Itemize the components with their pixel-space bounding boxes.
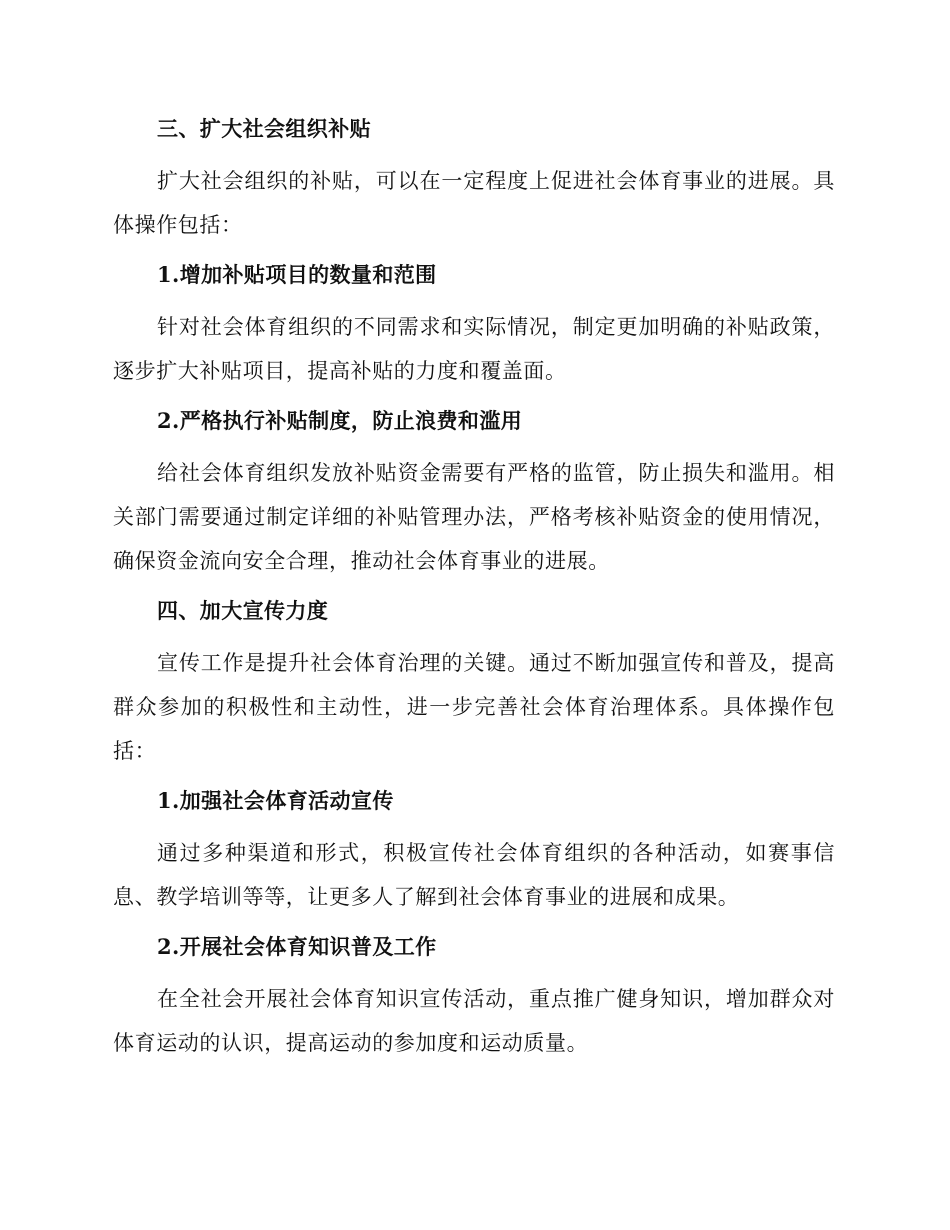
- subsection-heading: 1.增加补贴项目的数量和范围: [157, 262, 437, 287]
- body-paragraph: 宣传工作是提升社会体育治理的关键。通过不断加强宣传和普及，提高群众参加的积极性和主动性，进一步完善社会体育治理体系。具体操作包括：: [113, 651, 835, 763]
- subsection-heading: 2.严格执行补贴制度，防止浪费和滥用: [157, 408, 523, 433]
- body-paragraph: 扩大社会组织的补贴，可以在一定程度上促进社会体育事业的进展。具体操作包括：: [113, 169, 835, 237]
- subsection-heading: 1.加强社会体育活动宣传: [157, 788, 394, 813]
- body-paragraph: 在全社会开展社会体育知识宣传活动，重点推广健身知识，增加群众对体育运动的认识，提高运动的参加度和运动质量。: [113, 987, 835, 1055]
- body-paragraph: 通过多种渠道和形式，积极宣传社会体育组织的各种活动，如赛事信息、教学培训等等，让更多人了解到社会体育事业的进展和成果。: [113, 841, 835, 909]
- subsection-heading: 2.开展社会体育知识普及工作: [157, 934, 437, 959]
- body-paragraph: 给社会体育组织发放补贴资金需要有严格的监管，防止损失和滥用。相关部门需要通过制定详细的补贴管理办法，严格考核补贴资金的使用情况，确保资金流向安全合理，推动社会体育事业的进展。: [113, 461, 835, 573]
- document-body: [113, 110, 835, 1065]
- section-heading: 三、扩大社会组织补贴: [157, 116, 371, 141]
- body-paragraph: 针对社会体育组织的不同需求和实际情况，制定更加明确的补贴政策，逐步扩大补贴项目，提高补贴的力度和覆盖面。: [113, 315, 835, 383]
- section-heading: 四、加大宣传力度: [157, 598, 329, 623]
